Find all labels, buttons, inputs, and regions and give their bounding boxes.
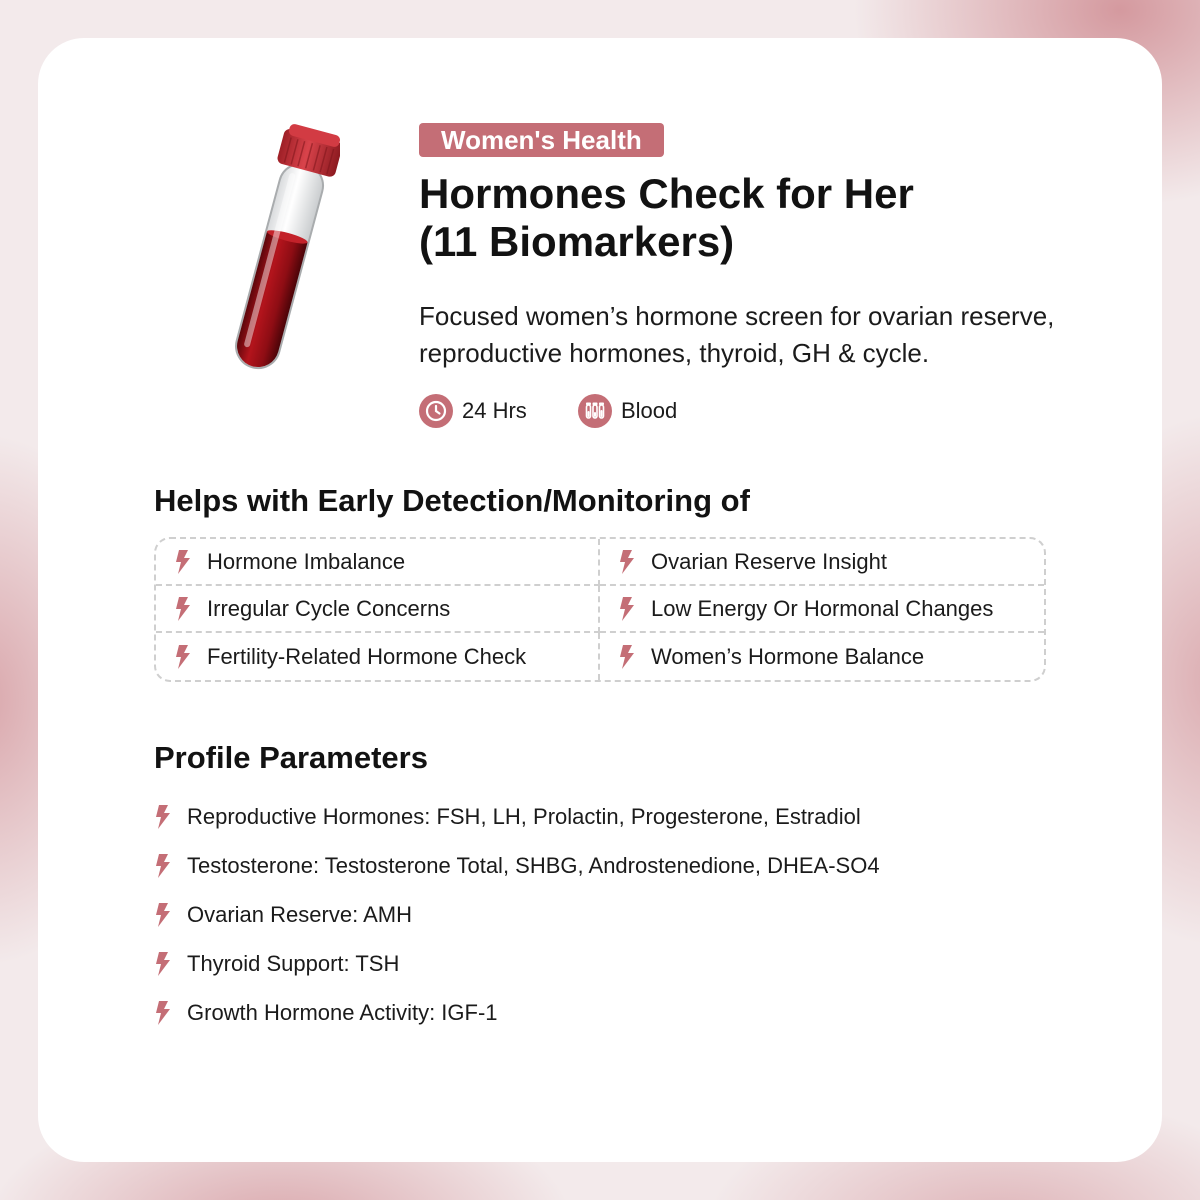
detection-item-label: Women’s Hormone Balance: [651, 643, 925, 669]
lightning-bolt-icon: [154, 952, 172, 976]
blood-vials-icon: [578, 394, 612, 428]
parameter-label: Ovarian Reserve: AMH: [187, 901, 412, 927]
title-line-1: Hormones Check for Her: [419, 170, 914, 217]
lightning-bolt-icon: [618, 597, 636, 621]
detection-item-label: Low Energy Or Hormonal Changes: [651, 595, 994, 621]
parameter-item: [154, 792, 880, 841]
detection-item: [600, 633, 1044, 680]
title-line-2: (11 Biomarkers): [419, 218, 735, 265]
turnaround-label: 24 Hrs: [462, 398, 527, 423]
detection-item: [156, 586, 600, 633]
detection-item: [600, 586, 1044, 633]
detection-item-label: Hormone Imbalance: [207, 548, 406, 574]
parameters-heading: Profile Parameters: [154, 740, 428, 775]
lightning-bolt-icon: [154, 854, 172, 878]
lightning-bolt-icon: [618, 550, 636, 574]
parameter-label: Growth Hormone Activity: IGF-1: [187, 999, 498, 1025]
detection-item: [156, 633, 600, 680]
parameter-label: Testosterone: Testosterone Total, SHBG, Androstenedione, DHEA-SO4: [187, 852, 880, 878]
blood-test-tube-icon: [190, 122, 340, 392]
parameters-list: [154, 792, 880, 1037]
lightning-bolt-icon: [618, 645, 636, 669]
parameter-item: [154, 939, 880, 988]
parameter-item: [154, 988, 880, 1037]
lightning-bolt-icon: [154, 903, 172, 927]
parameter-item: [154, 890, 880, 939]
turnaround-time: [419, 394, 527, 428]
page-title: [419, 170, 914, 266]
category-badge: Women's Health: [419, 123, 664, 157]
parameter-item: [154, 841, 880, 890]
detection-item: [156, 539, 600, 586]
detection-grid: [154, 537, 1046, 682]
detection-item: [600, 539, 1044, 586]
product-description: Focused women’s hormone screen for ovarian reserve, reproductive hormones, thyroid, GH & cycle.: [419, 301, 1055, 368]
sample-type-label: Blood: [621, 398, 678, 423]
detection-heading: Helps with Early Detection/Monitoring of: [154, 483, 750, 518]
lightning-bolt-icon: [174, 550, 192, 574]
lightning-bolt-icon: [174, 597, 192, 621]
lightning-bolt-icon: [154, 1001, 172, 1025]
detection-item-label: Fertility-Related Hormone Check: [207, 643, 527, 669]
parameter-label: Thyroid Support: TSH: [187, 950, 400, 976]
lightning-bolt-icon: [154, 805, 172, 829]
detection-item-label: Ovarian Reserve Insight: [651, 548, 887, 574]
sample-type: [578, 394, 677, 428]
parameter-label: Reproductive Hormones: FSH, LH, Prolactin, Progesterone, Estradiol: [187, 803, 861, 829]
detection-item-label: Irregular Cycle Concerns: [207, 595, 451, 621]
clock-icon: [419, 394, 453, 428]
lightning-bolt-icon: [174, 645, 192, 669]
